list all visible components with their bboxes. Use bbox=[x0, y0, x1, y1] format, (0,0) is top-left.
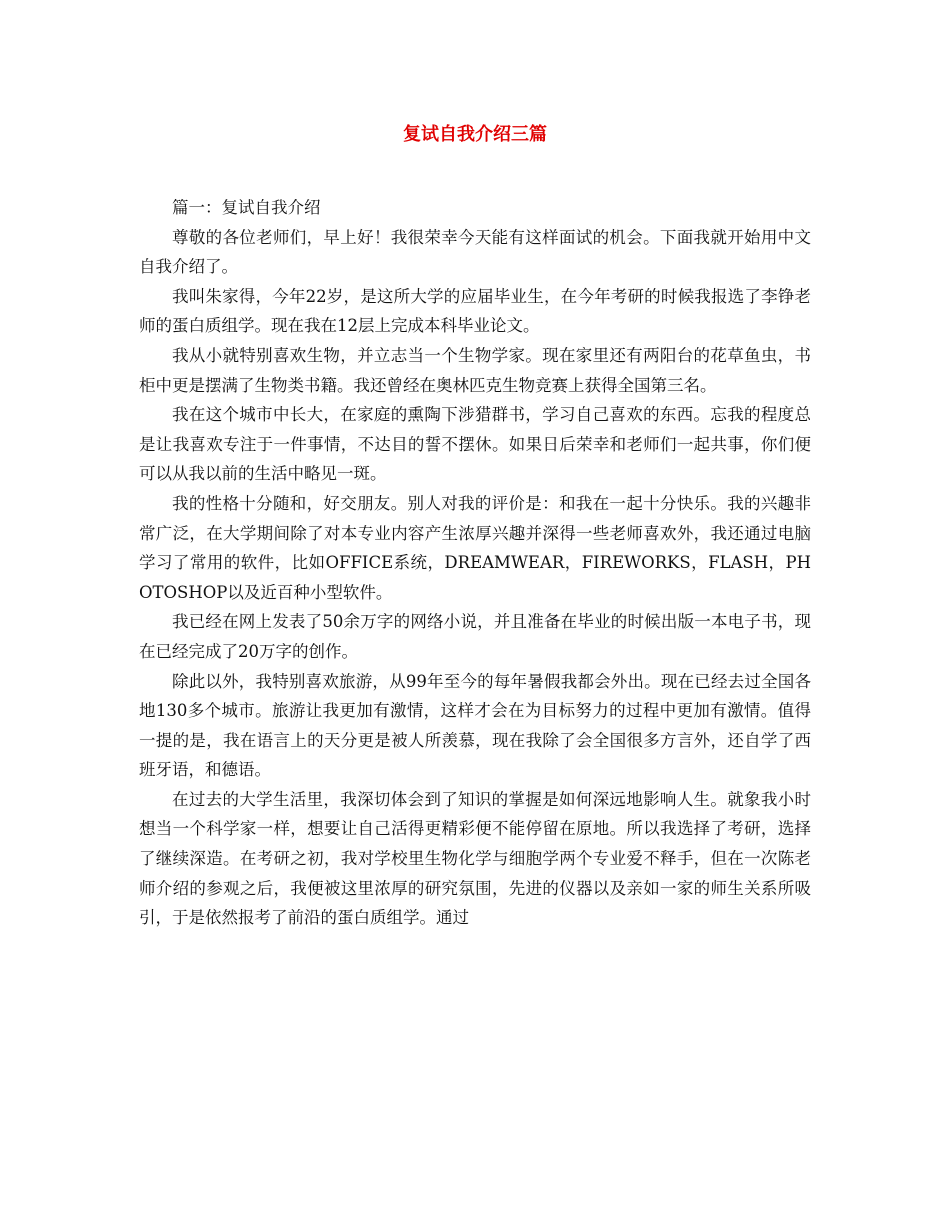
paragraph-writing: 我已经在网上发表了50余万字的网络小说，并且准备在毕业的时候出版一本电子书，现在已经完成了20万字的创作。 bbox=[139, 612, 811, 661]
document-title: 复试自我介绍三篇 bbox=[403, 124, 547, 145]
document-body bbox=[139, 193, 811, 933]
paragraph-graduate-study: 在过去的大学生活里，我深切体会到了知识的掌握是如何深远地影响人生。就象我小时想当一个科学家一样，想要让自己活得更精彩便不能停留在原地。所以我选择了考研，选择了继续深造。在考研之初，我对学校里生物化学与细胞学两个专业爱不释手，但在一次陈老师介绍的参观之后，我便被这里浓厚的研究氛围，先进的仪器以及亲如一家的师生关系所吸引，于是依然报考了前沿的蛋白质组学。通过 bbox=[139, 789, 811, 928]
paragraph-interest-biology: 我从小就特别喜欢生物，并立志当一个生物学家。现在家里还有两阳台的花草鱼虫，书柜中更是摆满了生物类书籍。我还曾经在奥林匹克生物竞赛上获得全国第三名。 bbox=[139, 345, 811, 395]
paragraph-upbringing: 我在这个城市中长大，在家庭的熏陶下涉猎群书，学习自己喜欢的东西。忘我的程度总是让我喜欢专注于一件事情，不达目的誓不摆休。如果日后荣幸和老师们一起共事，你们便可以从我以前的生活中略见一斑。 bbox=[139, 405, 811, 484]
paragraph-personality: 我的性格十分随和，好交朋友。别人对我的评价是：和我在一起十分快乐。我的兴趣非常广泛，在大学期间除了对本专业内容产生浓厚兴趣并深得一些老师喜欢外，我还通过电脑学习了常用的软件，比如OFFICE系统，DREAMWEAR，FIREWORKS，FLASH，PHOTOSHOP以及近百种小型软件。 bbox=[139, 493, 811, 602]
paragraph-greeting: 尊敬的各位老师们，早上好！我很荣幸今天能有这样面试的机会。下面我就开始用中文自我介绍了。 bbox=[139, 227, 811, 277]
paragraph-travel: 除此以外，我特别喜欢旅游，从99年至今的每年暑假我都会外出。现在已经去过全国各地130多个城市。旅游让我更加有激情，这样才会在为目标努力的过程中更加有激情。值得一提的是，我在语言上的天分更是被人所羡慕，现在我除了会全国很多方言外，还自学了西班牙语，和德语。 bbox=[139, 671, 811, 780]
paragraph-background: 我叫朱家得，今年22岁，是这所大学的应届毕业生，在今年考研的时候我报选了李铮老师的蛋白质组学。现在我在12层上完成本科毕业论文。 bbox=[139, 286, 811, 336]
section-heading: 篇一：复试自我介绍 bbox=[172, 198, 321, 217]
